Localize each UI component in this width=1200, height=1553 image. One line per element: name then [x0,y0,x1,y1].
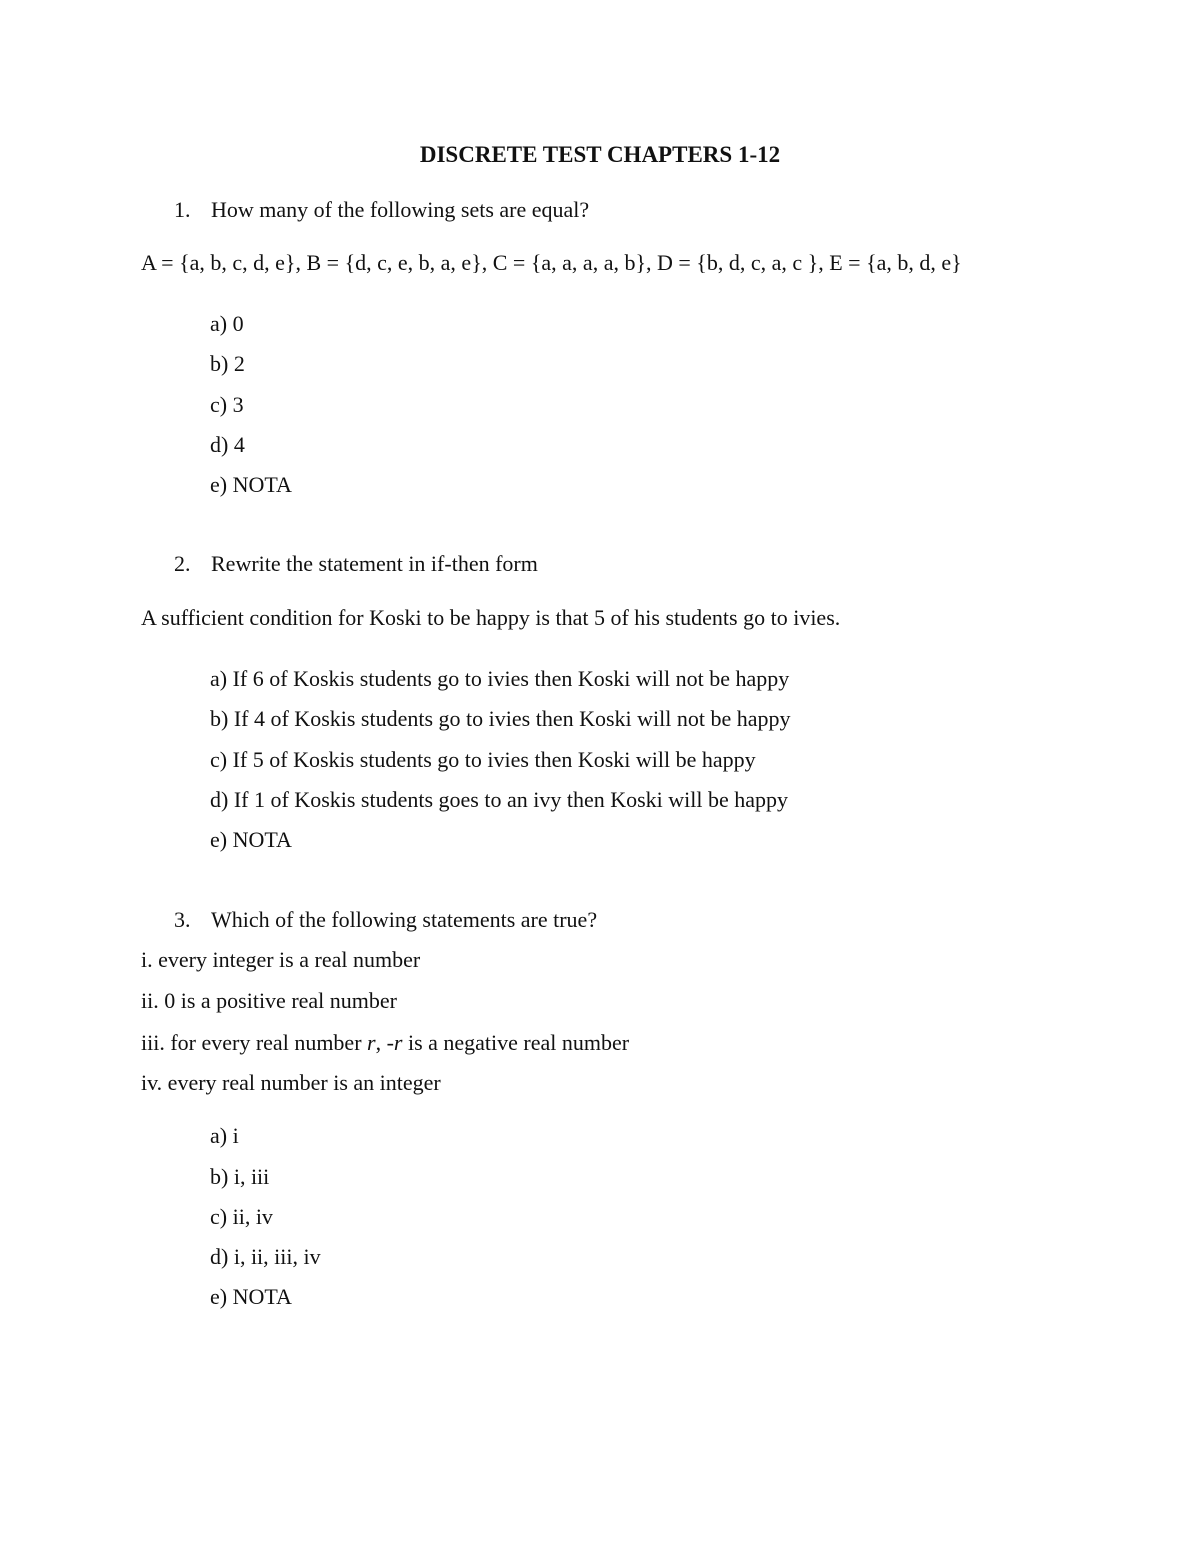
question-text: Which of the following statements are true? [211,907,598,932]
statement-iii-part: iii. for every real number [141,1030,368,1055]
question-context: A = {a, b, c, d, e}, B = {d, c, e, b, a, e}, C = {a, a, a, a, b}, D = {b, d, c, a, c }, E = {a, b, d, e} [141,250,962,275]
answer-option: c) If 5 of Koskis students go to ivies then Koski will be happy [210,747,756,772]
answer-option: e) NOTA [210,827,292,852]
statement-iii-part: is a negative real number [402,1030,630,1055]
statement-iv: iv. every real number is an integer [141,1070,441,1095]
answer-option: b) i, iii [210,1164,270,1189]
answer-option: e) NOTA [210,472,292,497]
question-number: 1. [174,197,191,222]
statement-ii: ii. 0 is a positive real number [141,988,397,1013]
statement-iii [141,1029,629,1057]
answer-option: b) 2 [210,351,245,376]
answer-option: d) i, ii, iii, iv [210,1244,321,1269]
answer-option: c) ii, iv [210,1204,273,1229]
question-text: Rewrite the statement in if-then form [211,551,538,576]
answer-option: b) If 4 of Koskis students go to ivies then Koski will not be happy [210,706,791,731]
answer-option: a) i [210,1123,239,1148]
answer-option: d) If 1 of Koskis students goes to an ivy then Koski will be happy [210,787,789,812]
answer-option: d) 4 [210,432,245,457]
question-number: 3. [174,907,191,932]
variable-r: r [393,1030,403,1055]
statement-i: i. every integer is a real number [141,947,421,972]
page-title: DISCRETE TEST CHAPTERS 1-12 [419,142,781,167]
variable-r: r [367,1030,376,1055]
question-context: A sufficient condition for Koski to be happy is that 5 of his students go to ivies. [141,605,841,630]
question-text: How many of the following sets are equal? [211,197,590,222]
answer-option: a) 0 [210,311,244,336]
answer-option: a) If 6 of Koskis students go to ivies then Koski will not be happy [210,666,790,691]
answer-option: e) NOTA [210,1284,292,1309]
answer-option: c) 3 [210,392,244,417]
question-number: 2. [174,551,191,576]
statement-iii-part: , - [375,1030,394,1055]
